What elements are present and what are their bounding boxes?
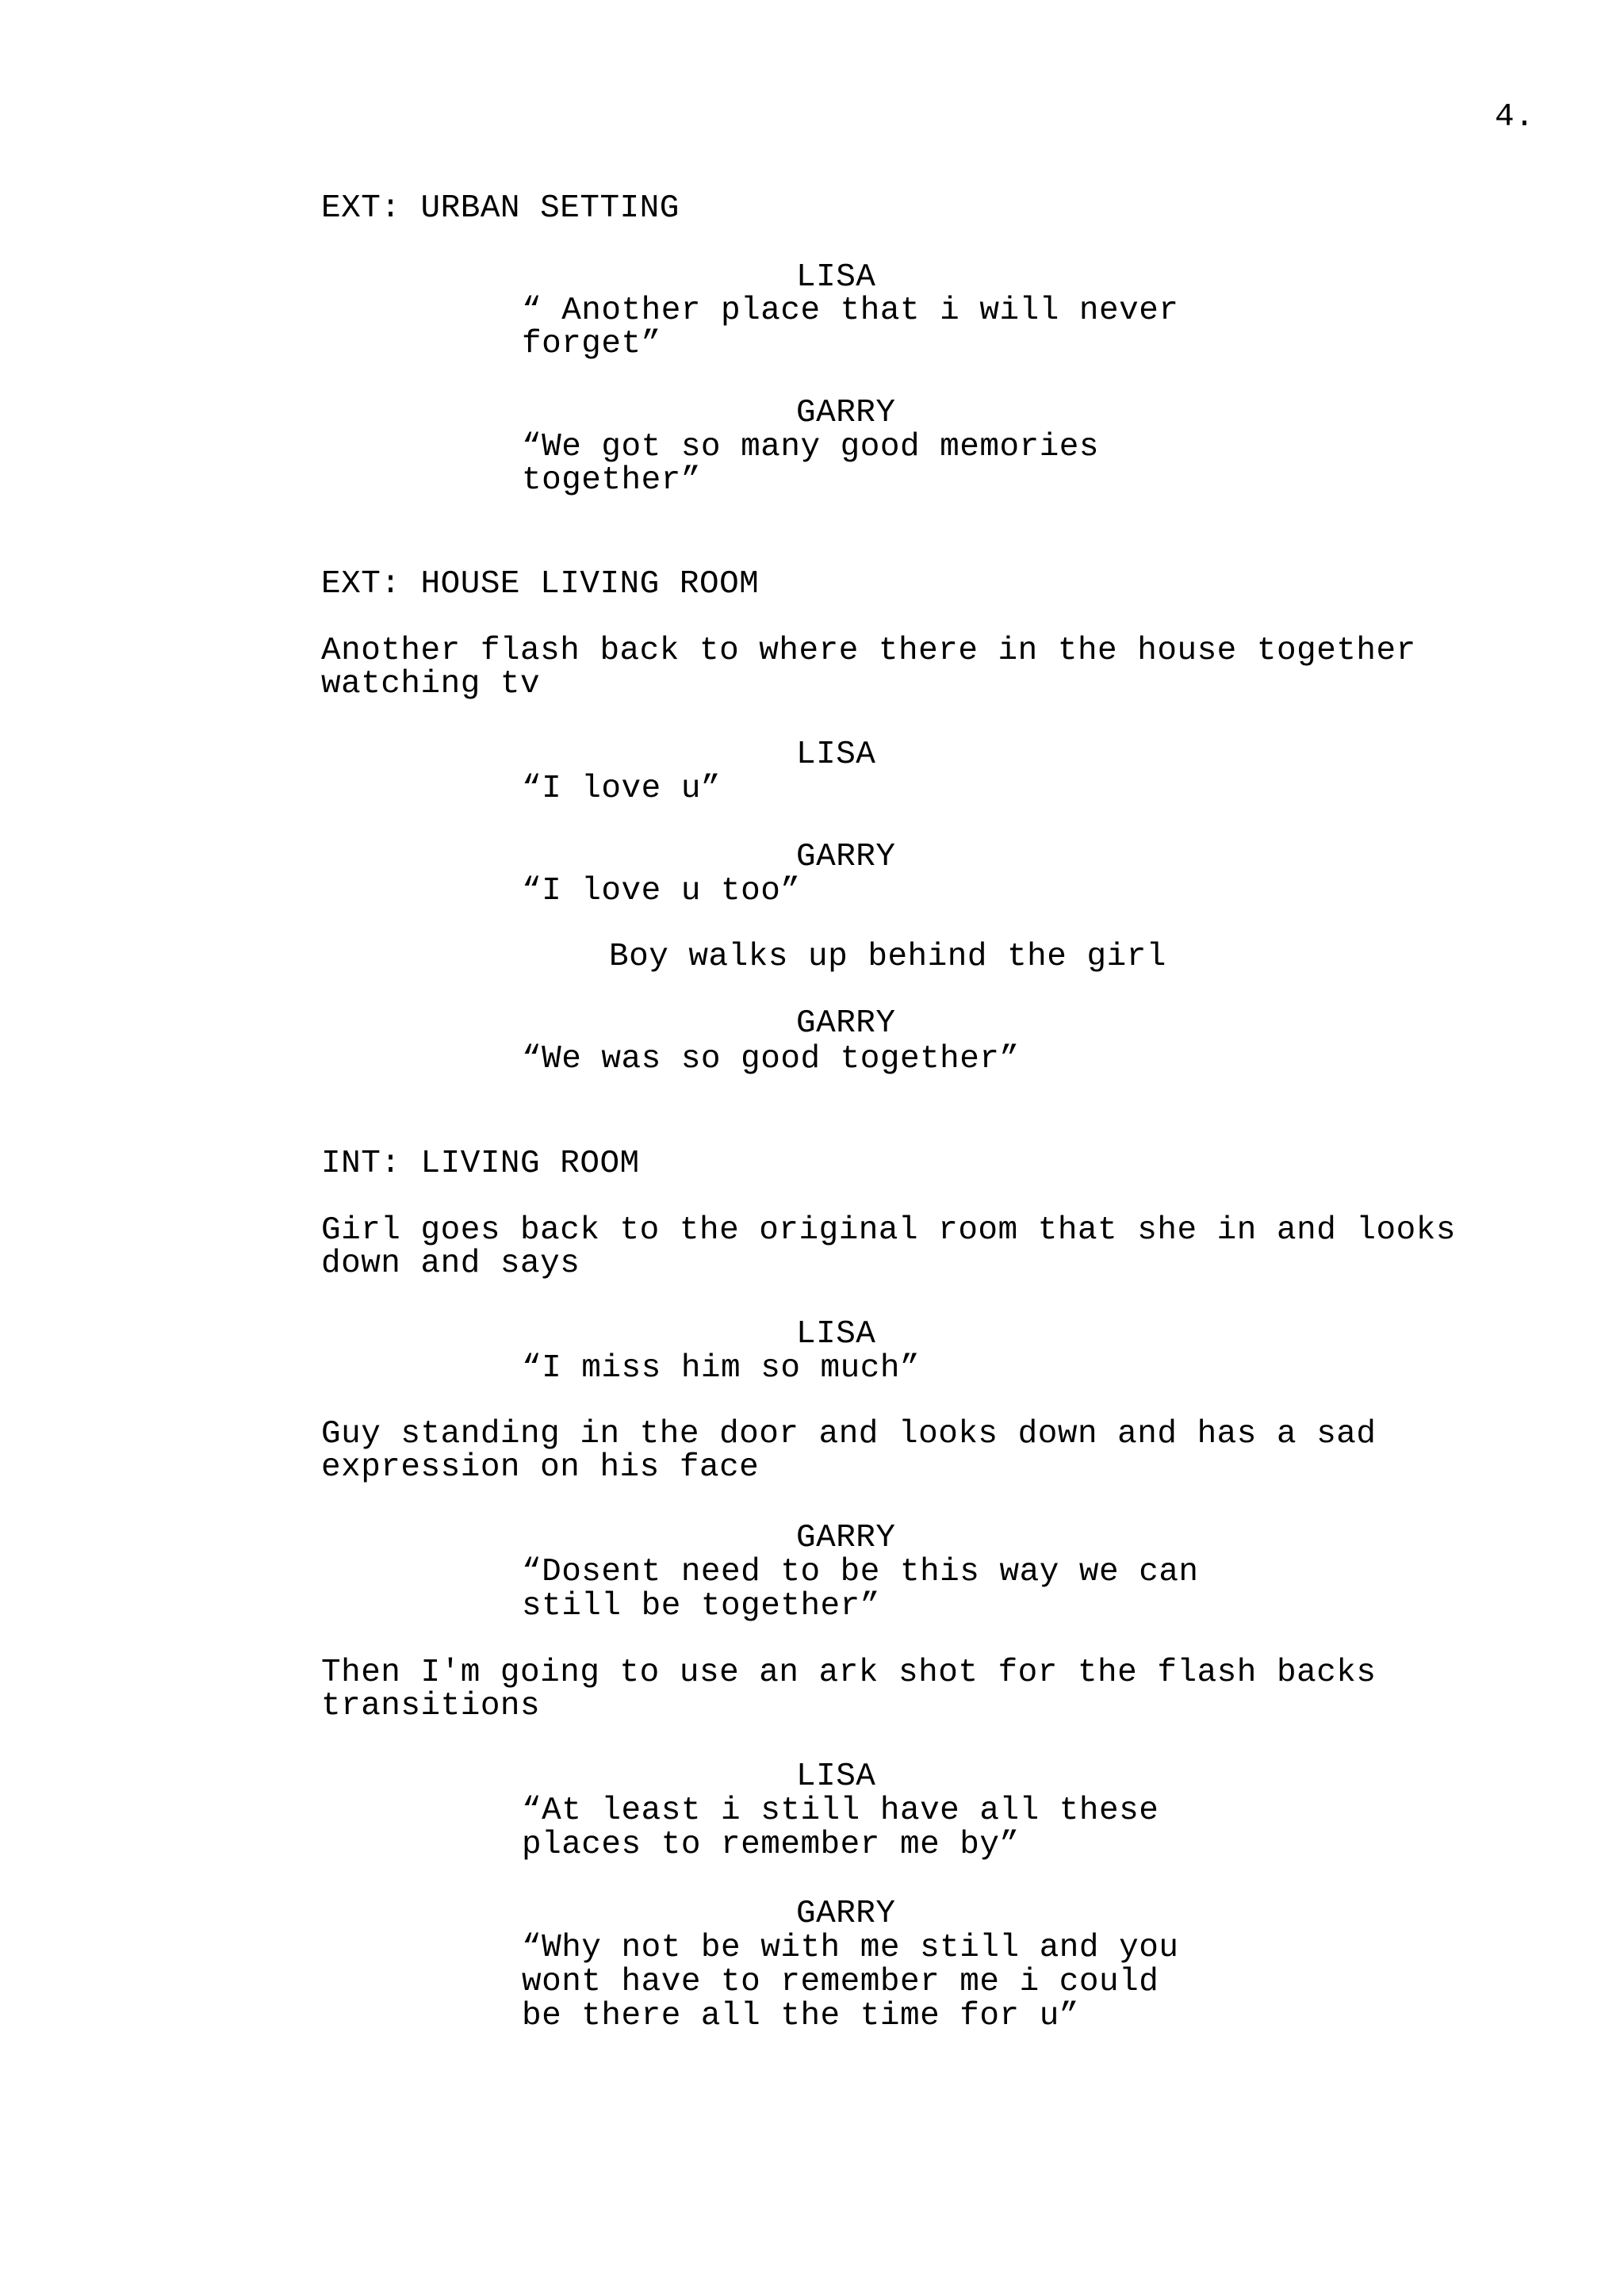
action-line: transitions — [321, 1688, 541, 1724]
action-line: Then I'm going to use an ark shot for the flash backs — [321, 1655, 1377, 1691]
dialogue-line: “Why not be with me still and you — [522, 1930, 1179, 1966]
dialogue-line: “We got so many good memories — [522, 429, 1100, 465]
dialogue-line: “I miss him so much” — [522, 1350, 921, 1387]
dialogue-line: forget” — [522, 326, 661, 362]
action-line: watching tv — [321, 666, 541, 702]
action-line: expression on his face — [321, 1449, 760, 1486]
character-name: LISA — [796, 259, 876, 296]
character-name: LISA — [796, 737, 876, 773]
action-line: down and says — [321, 1246, 580, 1282]
scene-heading: EXT: URBAN SETTING — [321, 190, 680, 227]
character-name: GARRY — [796, 839, 896, 875]
dialogue-line: “I love u too” — [522, 873, 801, 909]
character-name: LISA — [796, 1316, 876, 1353]
character-name: LISA — [796, 1758, 876, 1795]
scene-heading: INT: LIVING ROOM — [321, 1146, 640, 1182]
scene-heading: EXT: HOUSE LIVING ROOM — [321, 566, 760, 603]
dialogue-line: “We was so good together” — [522, 1041, 1020, 1077]
page-number: 4. — [1495, 99, 1535, 136]
dialogue-line: wont have to remember me i could — [522, 1964, 1159, 2000]
dialogue-line: “At least i still have all these — [522, 1793, 1159, 1829]
character-name: GARRY — [796, 1520, 896, 1556]
dialogue-line: be there all the time for u” — [522, 1998, 1079, 2034]
action-line: Girl goes back to the original room that she in and looks — [321, 1212, 1456, 1249]
dialogue-line: together” — [522, 462, 701, 499]
dialogue-line: still be together” — [522, 1588, 880, 1624]
action-line: Another flash back to where there in the house together — [321, 633, 1416, 669]
character-name: GARRY — [796, 395, 896, 431]
action-line: Guy standing in the door and looks down and has a sad — [321, 1416, 1377, 1452]
parenthetical: Boy walks up behind the girl — [609, 939, 1166, 975]
character-name: GARRY — [796, 1005, 896, 1042]
dialogue-line: “I love u” — [522, 771, 722, 807]
dialogue-line: “Dosent need to be this way we can — [522, 1554, 1199, 1590]
dialogue-line: “ Another place that i will never — [522, 293, 1179, 329]
dialogue-line: places to remember me by” — [522, 1827, 1020, 1863]
character-name: GARRY — [796, 1896, 896, 1932]
